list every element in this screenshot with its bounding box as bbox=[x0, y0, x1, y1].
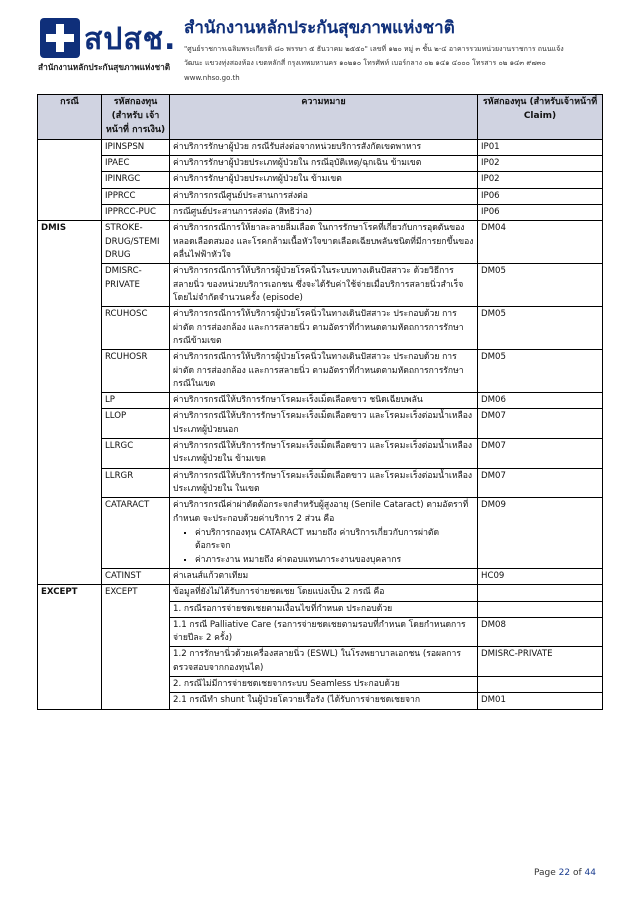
bullet-item: ▪ ค่าบริการกองทุน CATARACT หมายถึง ค่าบริการเกี่ยวกับการผ่าตัดต้อกระจก bbox=[195, 527, 474, 554]
claim-code-cell: DM07 bbox=[478, 439, 603, 469]
fund-code-cell: STROKE-DRUG/STEMI DRUG bbox=[102, 221, 170, 264]
meaning-cell: ค่าบริการรักษาผู้ป่วยประเภทผู้ป่วยใน ข้ามเขต bbox=[170, 172, 478, 188]
meaning-cell: 2. กรณีไม่มีการจ่ายชดเชยจากระบบ Seamless ประกอบด้วย bbox=[170, 677, 478, 693]
header-meaning: ความหมาย bbox=[170, 95, 478, 140]
table-row bbox=[38, 393, 603, 409]
claim-code-cell: IP06 bbox=[478, 188, 603, 204]
meaning-cell: ค่าบริการกรณีศูนย์ประสานการส่งต่อ bbox=[170, 188, 478, 204]
meaning-cell: ค่าบริการรักษาผู้ป่วยประเภทผู้ป่วยใน กรณีอุบัติเหตุ/ฉุกเฉิน ข้ามเขต bbox=[170, 156, 478, 172]
table-row bbox=[38, 205, 603, 221]
fund-code-cell: LLOP bbox=[102, 409, 170, 439]
claim-code-cell: IP02 bbox=[478, 172, 603, 188]
table-header-row bbox=[38, 95, 603, 140]
group-cell-dmis: DMIS bbox=[38, 221, 102, 585]
fund-code-cell: IPPRCC bbox=[102, 188, 170, 204]
meaning-cell bbox=[170, 498, 478, 569]
meaning-cell: ค่าบริการกรณีให้บริการรักษาโรคมะเร็งเม็ดเลือดขาว ชนิดเฉียบพลัน bbox=[170, 393, 478, 409]
table-row bbox=[38, 307, 603, 350]
claim-code-cell: DM09 bbox=[478, 498, 603, 569]
claim-code-cell: IP01 bbox=[478, 139, 603, 155]
table-row bbox=[38, 156, 603, 172]
claim-code-cell: DM05 bbox=[478, 264, 603, 307]
organization-info bbox=[184, 14, 564, 82]
meaning-cell: ค่าบริการกรณีการให้บริการผู้ป่วยโรคนิ่วในทางเดินปัสสาวะ ประกอบด้วย การผ่าตัด การส่องกล้อง และการสลายนิ่ว ตามอัตราที่กำหนดตามหัตถการการรักษา กรณีในเขต bbox=[170, 350, 478, 393]
meaning-cell: ค่าบริการกรณีการให้บริการผู้ป่วยโรคนิ่วในระบบทางเดินปัสสาวะ ด้วยวิธีการสลายนิ่ว ของหน่วยบริการเอกชน ซึ่งจะได้รับค่าใช้จ่ายเมื่อบริการสลายนิ่วสำเร็จโดยไม่จำกัดจำนวนครั้ง (episode) bbox=[170, 264, 478, 307]
claim-code-cell: IP02 bbox=[478, 156, 603, 172]
fund-code-cell: IPINRGC bbox=[102, 172, 170, 188]
fund-code-cell: RCUHOSR bbox=[102, 350, 170, 393]
page-current: 22 bbox=[558, 868, 571, 878]
page-prefix: Page bbox=[533, 868, 556, 878]
claim-code-cell bbox=[478, 585, 603, 601]
header-fund-code: รหัสกองทุน (สำหรับ เจ้าหน้าที่ การเงิน) bbox=[102, 95, 170, 140]
meaning-cell: ค่าบริการกรณีให้บริการรักษาโรคมะเร็งเม็ดเลือดขาว และโรคมะเร็งต่อมน้ำเหลือง ประเภทผู้ป่วยใน ในเขต bbox=[170, 468, 478, 498]
logo-subtitle: สำนักงานหลักประกันสุขภาพแห่งชาติ bbox=[38, 62, 171, 72]
meaning-cell: ค่าบริการกรณีการให้บริการผู้ป่วยโรคนิ่วในทางเดินปัสสาวะ ประกอบด้วย การผ่าตัด การส่องกล้อง และการสลายนิ่ว ตามอัตราที่กำหนดตามหัตถการการรักษา กรณีข้ามเขต bbox=[170, 307, 478, 350]
fund-code-cell: RCUHOSC bbox=[102, 307, 170, 350]
fund-code-cell: CATINST bbox=[102, 568, 170, 584]
meaning-text: ค่าบริการกรณีค่าผ่าตัดต้อกระจกสำหรับผู้สูงอายุ (Senile Cataract) ตามอัตราที่กำหนด จะประกอบด้วยค่าบริการ 2 ส่วน คือ bbox=[173, 500, 469, 524]
claim-code-cell bbox=[478, 601, 603, 617]
page-total: 44 bbox=[584, 868, 596, 878]
claim-code-cell: IP06 bbox=[478, 205, 603, 221]
table-row bbox=[38, 188, 603, 204]
meaning-cell: กรณีศูนย์ประสานการส่งต่อ (สิทธิว่าง) bbox=[170, 205, 478, 221]
page-of: of bbox=[572, 868, 582, 878]
table-row bbox=[38, 585, 603, 601]
header-case: กรณี bbox=[38, 95, 102, 140]
claim-code-cell: DM07 bbox=[478, 468, 603, 498]
medical-cross-icon bbox=[40, 18, 80, 58]
claim-code-cell: HC09 bbox=[478, 568, 603, 584]
meaning-cell: ค่าเลนส์แก้วตาเทียม bbox=[170, 568, 478, 584]
website-url: www.nhso.go.th bbox=[184, 74, 240, 82]
claim-code-cell: DM06 bbox=[478, 393, 603, 409]
meaning-cell: ค่าบริการรักษาผู้ป่วย กรณีรับส่งต่อจากหน่วยบริการสังกัดเขตพาหาร bbox=[170, 139, 478, 155]
table-row bbox=[38, 221, 603, 264]
bullet-item: ▪ ค่าภาระงาน หมายถึง ค่าตอบแทนภาระงานของบุคลากร bbox=[195, 554, 474, 567]
meaning-cell: 1.1 กรณี Palliative Care (รอการจ่ายชดเชยตามรอบที่กำหนด โดยกำหนดการจ่ายปีละ 2 ครั้ง) bbox=[170, 617, 478, 647]
table-row bbox=[38, 568, 603, 584]
meaning-cell: ข้อมูลที่ยังไม่ได้รับการจ่ายชดเชย โดยแบ่งเป็น 2 กรณี คือ bbox=[170, 585, 478, 601]
nhso-logo bbox=[38, 14, 177, 76]
claim-code-cell bbox=[478, 677, 603, 693]
fund-code-cell: LLRGC bbox=[102, 439, 170, 469]
table-row bbox=[38, 350, 603, 393]
claim-code-cell: DM07 bbox=[478, 409, 603, 439]
logo-text: สปสช. bbox=[84, 22, 177, 57]
fund-code-table bbox=[37, 94, 603, 710]
table-row bbox=[38, 439, 603, 469]
meaning-cell: ค่าบริการกรณีการให้ยาละลายลิ่มเลือด ในการรักษาโรคที่เกี่ยวกับการอุดตันของหลอดเลือดสมอง และโรคกล้ามเนื้อหัวใจขาดเลือดเฉียบพลันชนิดที่มีการยกขึ้นของคลื่นไฟฟ้าหัวใจ bbox=[170, 221, 478, 264]
table-row bbox=[38, 264, 603, 307]
meaning-cell: ค่าบริการกรณีให้บริการรักษาโรคมะเร็งเม็ดเลือดขาว และโรคมะเร็งต่อมน้ำเหลือง ประเภทผู้ป่วยใน ข้ามเขต bbox=[170, 439, 478, 469]
group-cell bbox=[38, 139, 102, 221]
address-line-2: วัฒนะ แขวงทุ่งสองห้อง เขตหลักสี่ กรุงเทพมหานคร ๑๐๒๑๐ โทรศัพท์ เบอร์กลาง ๐๒ ๑๔๑ ๔๐๐๐ โทรสาร ๐๒ ๑๔๓ ๙๗๓๐ bbox=[184, 59, 546, 67]
fund-code-cell: IPPRCC-PUC bbox=[102, 205, 170, 221]
meaning-cell: ค่าบริการกรณีให้บริการรักษาโรคมะเร็งเม็ดเลือดขาว และโรคมะเร็งต่อมน้ำเหลือง ประเภทผู้ป่วยนอก bbox=[170, 409, 478, 439]
fund-code-cell: EXCEPT bbox=[102, 585, 170, 710]
header-claim-code: รหัสกองทุน (สำหรับเจ้าหน้าที่ Claim) bbox=[478, 95, 603, 140]
table-row bbox=[38, 498, 603, 569]
fund-code-cell: DMISRC-PRIVATE bbox=[102, 264, 170, 307]
fund-code-cell: CATARACT bbox=[102, 498, 170, 569]
letterhead bbox=[38, 14, 602, 92]
claim-code-cell: DM05 bbox=[478, 307, 603, 350]
table-row bbox=[38, 409, 603, 439]
claim-code-cell: DM01 bbox=[478, 693, 603, 709]
organization-title: สำนักงานหลักประกันสุขภาพแห่งชาติ bbox=[184, 18, 455, 38]
page-number bbox=[534, 868, 596, 878]
claim-code-cell: DMISRC-PRIVATE bbox=[478, 647, 603, 677]
fund-code-cell: LP bbox=[102, 393, 170, 409]
address-line-1: "ศูนย์ราชการเฉลิมพระเกียรติ ๘๐ พรรษา ๕ ธันวาคม ๒๕๕๐" เลขที่ ๑๒๐ หมู่ ๓ ชั้น ๒-๔ อาคารรวมหน่วยงานราชการ ถนนแจ้ง bbox=[184, 45, 564, 53]
claim-code-cell: DM05 bbox=[478, 350, 603, 393]
meaning-cell: 2.1 กรณีทำ shunt ในผู้ป่วยโตวายเรื้อรัง (ได้รับการจ่ายชดเชยจาก bbox=[170, 693, 478, 709]
table-row bbox=[38, 172, 603, 188]
fund-code-cell: IPINSPSN bbox=[102, 139, 170, 155]
meaning-cell: 1.2 การรักษานิ่วด้วยเครื่องสลายนิ่ว (ESWL) ในโรงพยาบาลเอกชน (รอผลการตรวจสอบจากกองทุนไต) bbox=[170, 647, 478, 677]
cataract-bullet-list bbox=[173, 527, 474, 567]
claim-code-cell: DM04 bbox=[478, 221, 603, 264]
meaning-cell: 1. กรณีรอการจ่ายชดเชยตามเงื่อนไขที่กำหนด ประกอบด้วย bbox=[170, 601, 478, 617]
table-row bbox=[38, 139, 603, 155]
group-cell-except: EXCEPT bbox=[38, 585, 102, 710]
claim-code-cell: DM08 bbox=[478, 617, 603, 647]
fund-code-cell: IPAEC bbox=[102, 156, 170, 172]
fund-code-cell: LLRGR bbox=[102, 468, 170, 498]
table-row bbox=[38, 468, 603, 498]
